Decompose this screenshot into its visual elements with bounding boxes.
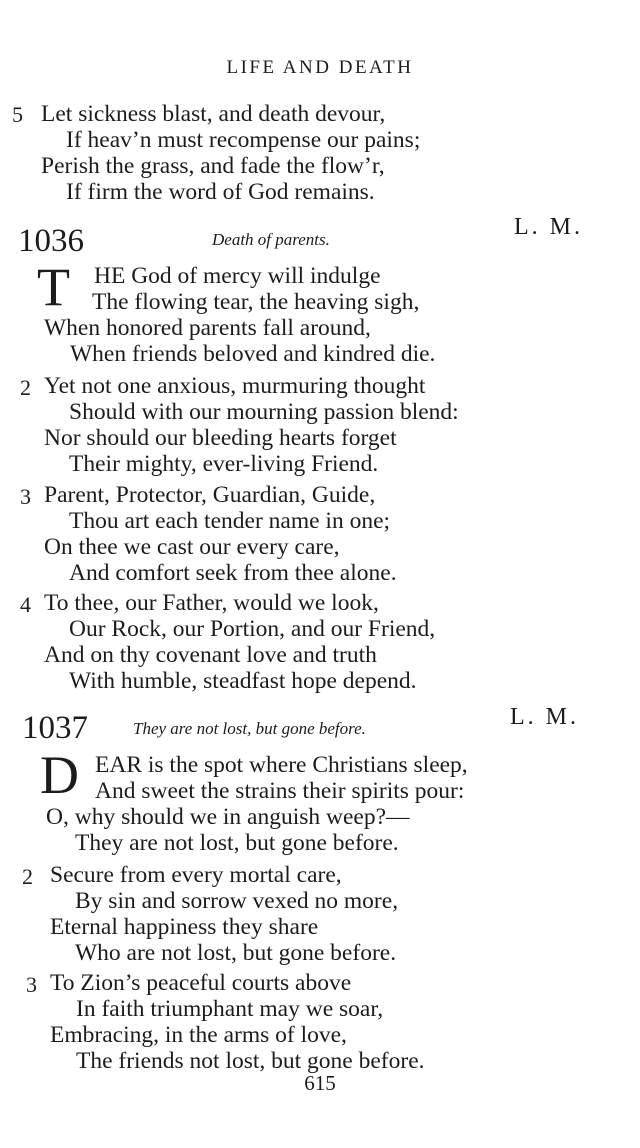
verse-line: O, why should we in anguish weep?— (46, 804, 410, 830)
hymn-meter: L. M. (514, 214, 583, 240)
verse-number: 3 (26, 972, 37, 997)
verse-line: Eternal happiness they share (50, 914, 319, 940)
verse-line: Our Rock, our Portion, and our Friend, (69, 616, 436, 642)
verse-line: The flowing tear, the heaving sigh, (92, 289, 420, 315)
verse-number: 3 (20, 484, 31, 509)
verse-line: HE God of mercy will indulge (94, 263, 381, 289)
verse-line: If firm the word of God remains. (66, 179, 375, 205)
verse-line: And on thy covenant love and truth (44, 642, 377, 668)
page-number: 615 (304, 1071, 336, 1095)
verse-line: And sweet the strains their spirits pour: (95, 778, 465, 804)
verse-line: Perish the grass, and fade the flow’r, (41, 153, 385, 179)
verse-number: 4 (20, 592, 31, 617)
verse-line: The friends not lost, but gone before. (76, 1048, 425, 1074)
verse-line: To Zion’s peaceful courts above (50, 970, 352, 996)
verse-line: And comfort seek from thee alone. (69, 560, 397, 586)
verse-number: 2 (20, 375, 31, 400)
verse-line: By sin and sorrow vexed no more, (75, 888, 399, 914)
verse-line: Parent, Protector, Guardian, Guide, (44, 482, 376, 508)
hymn-title: Death of parents. (212, 230, 330, 249)
verse-line: Their mighty, ever-living Friend. (69, 451, 379, 477)
verse-line: With humble, steadfast hope depend. (69, 668, 417, 694)
verse-line: When friends beloved and kindred die. (70, 341, 436, 367)
verse-line: Should with our mourning passion blend: (69, 399, 459, 425)
hymn-number: 1036 (18, 223, 84, 259)
verse-line: EAR is the spot where Christians sleep, (95, 752, 468, 778)
verse-line: If heav’n must recompense our pains; (66, 127, 421, 153)
verse-line: Nor should our bleeding hearts forget (44, 425, 397, 451)
hymn-meter: L. M. (510, 704, 579, 730)
verse-line: They are not lost, but gone before. (75, 830, 399, 856)
verse-line: On thee we cast our every care, (44, 534, 340, 560)
verse-number: 2 (22, 864, 33, 889)
verse-number: 5 (12, 102, 23, 127)
verse-line: Yet not one anxious, murmuring thought (44, 373, 426, 399)
verse-line: Embracing, in the arms of love, (50, 1022, 347, 1048)
hymn-title: They are not lost, but gone before. (133, 719, 366, 738)
verse-line: Secure from every mortal care, (50, 862, 342, 888)
verse-line: When honored parents fall around, (44, 315, 371, 341)
running-head: LIFE AND DEATH (226, 57, 414, 78)
verse-line: In faith triumphant may we soar, (76, 996, 384, 1022)
verse-line: To thee, our Father, would we look, (44, 590, 379, 616)
verse-line: Thou art each tender name in one; (69, 508, 391, 534)
verse-line: Who are not lost, but gone before. (75, 940, 397, 966)
drop-cap: T (37, 257, 70, 317)
verse-line: Let sickness blast, and death devour, (41, 101, 386, 127)
drop-cap: D (40, 745, 79, 805)
hymn-number: 1037 (22, 710, 88, 746)
